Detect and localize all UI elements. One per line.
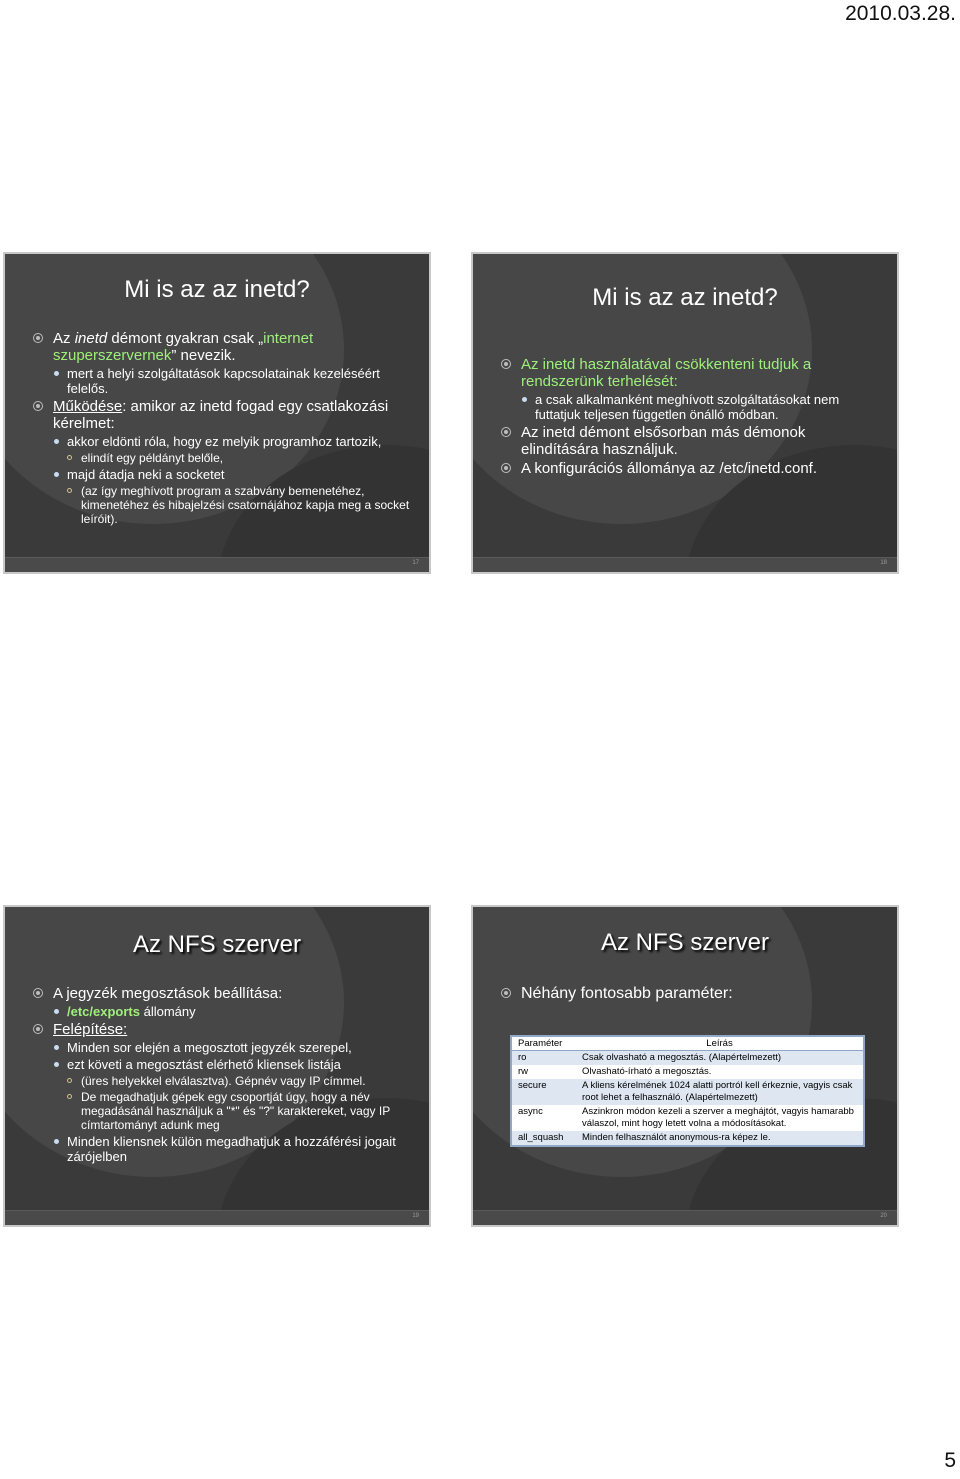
bullet-icon [501,463,511,473]
slide-17 [3,252,431,574]
slide-18 [471,252,899,574]
slide-title: Mi is az az inetd? [592,284,778,311]
table-row: ro Csak olvasható a megosztás. (Alapértelmezett) [511,1051,864,1066]
page-number: 5 [944,1449,956,1472]
bullet-icon [33,988,43,998]
slide-number: 19 [412,1213,419,1219]
slide-number: 20 [880,1213,887,1219]
sub-bullet: a csak alkalmanként meghívott szolgáltatásokat nem futtatjuk teljesen független önálló módban. [501,392,879,422]
sub-bullet: Minden sor elején a megosztott jegyzék szerepel, [33,1040,411,1055]
table-row: all_squash Minden felhasználót anonymous-ra képez le. [511,1131,864,1146]
sub-bullet: mert a helyi szolgáltatások kapcsolatainak kezeléséért felelős. [33,366,411,396]
sub-bullet: /etc/exports állomány [33,1004,411,1019]
table-header: Leírás [576,1036,864,1051]
table-row: async Aszinkron módon kezeli a szerver a meghájtót, vagyis hamarabb válaszol, mint hogy letett volna a módosításokat. [518,1106,854,1129]
sub-bullet: majd átadja neki a socketet [33,467,411,482]
slide-20 [471,905,899,1227]
bullet-icon [33,333,43,343]
bullet: Néhány fontosabb paraméter: [501,985,879,1002]
bullet: A konfigurációs állománya az /etc/inetd.conf. [501,460,879,477]
bullet-icon [33,401,43,411]
bullet: Az inetd démont gyakran csak „internet szuperszervernek” nevezik. [33,330,411,364]
bullet-icon [501,359,511,369]
bullet: A jegyzék megosztások beállítása: [33,985,411,1002]
bullet: Az inetd használatával csökkenteni tudjuk a rendszerünk terhelését: [501,356,879,390]
slide-number: 18 [880,560,887,566]
sub-sub-bullet: elindít egy példányt belőle, [33,451,411,465]
sub-bullet: akkor eldönti róla, hogy ez melyik programhoz tartozik, [33,434,411,449]
sub-bullet: Minden kliensnek külön megadhatjuk a hozzáférési jogait zárójelben [33,1134,411,1164]
sub-sub-bullet: De megadhatjuk gépek egy csoportját úgy, hogy a név megadásánál használjuk a "*" és "?" karaktereket, vagy IP címtartományt adunk meg [33,1090,411,1132]
table-header: Paraméter [511,1036,576,1051]
slide-number: 17 [412,560,419,566]
bullet: Működése: amikor az inetd fogad egy csatlakozási kérelmet: [33,398,411,432]
slide-title: Az NFS szerver [132,931,302,958]
slide-title: Az NFS szerver [600,929,770,956]
parameter-table [510,1035,865,1147]
bullet-icon [501,427,511,437]
slide-19 [3,905,431,1227]
sub-sub-bullet: (üres helyekkel elválasztva). Gépnév vagy IP címmel. [33,1074,411,1088]
sub-bullet: ezt követi a megosztást elérhető kliensek listája [33,1057,411,1072]
bullet-icon [33,1024,43,1034]
table-row: secure A kliens kérelmének 1024 alatti portról kell érkeznie, vagyis csak root lehet a felhasználó. (Alapértelmezett) [511,1079,864,1105]
bullet-icon [501,988,511,998]
page-date: 2010.03.28. [845,2,956,25]
slide-title: Mi is az az inetd? [124,276,310,303]
bullet: Felépítése: [33,1021,411,1038]
table-row: rw Olvasható-írható a megosztás. [518,1066,712,1077]
sub-sub-bullet: (az így meghívott program a szabvány bemenetéhez, kimenetéhez és hibajelzési csatornájához kapja meg a socket leíróit). [33,484,411,526]
bullet: Az inetd démont elsősorban más démonok elindítására használjuk. [501,424,879,458]
